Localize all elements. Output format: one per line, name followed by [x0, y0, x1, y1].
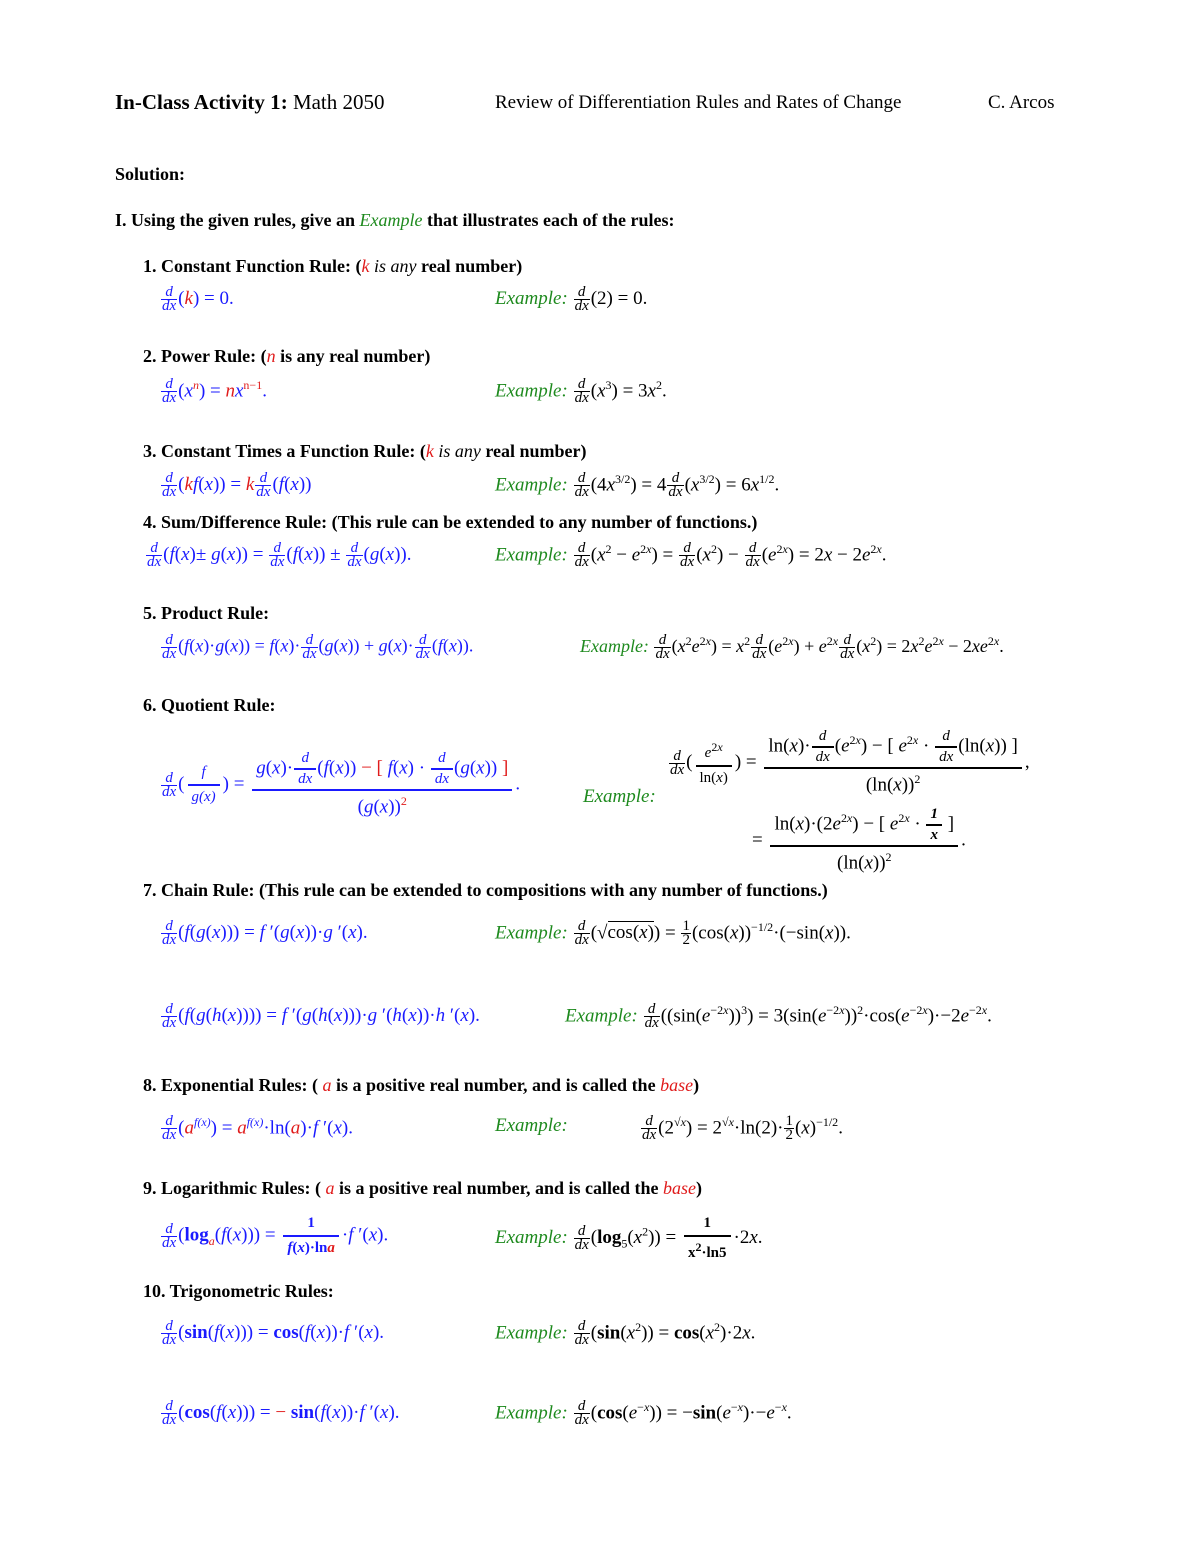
rule-2-heading: 2. Power Rule: (n is any real number)	[143, 346, 431, 366]
solution-label: Solution:	[115, 164, 186, 184]
rule-7-heading: 7. Chain Rule: (This rule can be extended to compositions with any number of functions.)	[143, 880, 828, 900]
rule-6-example-cont: = $\ln(x)\cdot(2e^{2x})$ − [ $e^{2x}$ · $\frac{1}{x}$ ] $(\ln(x))^2$ .	[752, 806, 966, 874]
rule-7-example: Example: $\frac{d}{dx}$ (√cos(x)) = $\frac{1}{2}$ $(\cos(x))^{-1/2}\cdot(-\sin(x))$.	[495, 918, 851, 949]
section-heading: I. Using the given rules, give an Example that illustrates each of the rules:	[115, 210, 675, 230]
rule-6-formula: $\frac{d}{dx}$ ( $\frac{f}{g(x)}$ ) = g(x)· $\frac{d}{dx}$ (f(x)) − [ f(x) · $\frac{d}{dx}$ (g(x)) ] $(g(x))^2$ .	[162, 750, 521, 818]
rule-8-heading: 8. Exponential Rules: ( a is a positive real number, and is called the base)	[143, 1075, 700, 1095]
rule-10-example: Example: $\frac{d}{dx}$ $(\sin(x^2)) = \cos(x^2)\cdot 2x$.	[495, 1318, 756, 1349]
rule-4-heading: 4. Sum/Difference Rule: (This rule can be extended to any number of functions.)	[143, 512, 758, 532]
header-author: C. Arcos	[988, 92, 1055, 113]
rule-9-example: Example: $\frac{d}{dx}$ $(\log_5(x^2))$ = $\frac{1}{x^2\cdot\ln 5}$ ·2x.	[495, 1215, 763, 1261]
rule-1-heading: 1. Constant Function Rule: (k is any real number)	[143, 256, 523, 276]
rule-10-heading: 10. Trigonometric Rules:	[143, 1281, 334, 1301]
rule-7-example-2: Example: $\frac{d}{dx}$ $((\sin(e^{-2x}))^3) = 3(\sin(e^{-2x}))^2\cdot\cos(e^{-2x})\cdot-2e^{-2x}$.	[565, 1001, 992, 1032]
rule-10-formula-2: $\frac{d}{dx}$ (cos(f(x))) = − sin(f(x))·f ′(x).	[162, 1398, 400, 1428]
rule-6-example: $\frac{d}{dx}$ ( $\frac{e^{2x}}{\ln(x)}$ ) = ln(x)· $\frac{d}{dx}$ $(e^{2x})$ − [ $e^{2x}$ · $\frac{d}{dx}$ (ln(x)) ] $(\ln(x))^2$ ,	[670, 728, 1030, 796]
rule-10-example-2: Example: $\frac{d}{dx}$ $(\cos(e^{-x})) = -\sin(e^{-x})\cdot-e^{-x}$.	[495, 1398, 792, 1429]
header-subject: Review of Differentiation Rules and Rates of Change	[495, 92, 902, 113]
rule-10-formula: $\frac{d}{dx}$ (sin(f(x))) = cos(f(x))·f ′(x).	[162, 1318, 385, 1348]
rule-6-example-label: Example:	[583, 786, 656, 807]
rule-8-formula: $\frac{d}{dx}$ $(a^{f(x)}) = a^{f(x)}\cdot\ln(a)\cdot f$ ′(x).	[162, 1113, 353, 1144]
rule-3-formula: $\frac{d}{dx}$ (kf(x)) = k $\frac{d}{dx}$ (f(x))	[162, 470, 312, 500]
rule-5-formula: $\frac{d}{dx}$ (f(x)·g(x)) = f(x)· $\frac{d}{dx}$ (g(x)) + g(x)· $\frac{d}{dx}$ (f(x)).	[162, 632, 474, 662]
rule-2-example: Example: $\frac{d}{dx}$ $(x^3) = 3x^2$.	[495, 376, 667, 407]
rule-6-heading: 6. Quotient Rule:	[143, 695, 276, 715]
rule-8-example-label: Example:	[495, 1115, 568, 1136]
rule-9-heading: 9. Logarithmic Rules: ( a is a positive real number, and is called the base)	[143, 1178, 703, 1198]
rule-5-example: Example: $\frac{d}{dx}$ $(x^2e^{2x}) = x^2$ $\frac{d}{dx}$ $(e^{2x}) + e^{2x}$ $\frac{d}{dx}$ $(x^2) = 2x^2e^{2x} - 2xe^{2x}$.	[580, 632, 1004, 663]
rule-7-formula-2: $\frac{d}{dx}$ (f(g(h(x)))) = f ′(g(h(x)))·g ′(h(x))·h ′(x).	[162, 1001, 480, 1031]
rule-4-formula: $\frac{d}{dx}$ (f(x)± g(x)) = $\frac{d}{dx}$ (f(x)) ± $\frac{d}{dx}$ (g(x)).	[147, 540, 412, 570]
rule-1-formula: $\frac{d}{dx}$ (k) = 0.	[162, 284, 234, 314]
rule-3-example: Example: $\frac{d}{dx}$ $(4x^{3/2}) = 4$ $\frac{d}{dx}$ $(x^{3/2}) = 6x^{1/2}$.	[495, 470, 780, 501]
rule-1-example: Example: $\frac{d}{dx}$ (2) = 0.	[495, 284, 648, 314]
rule-9-formula: $\frac{d}{dx}$ $(\log_a(f(x)))$ = $\frac{1}{f(x)\cdot\ln a}$ ·f ′(x).	[162, 1215, 389, 1256]
rule-4-example: Example: $\frac{d}{dx}$ $(x^2 - e^{2x})$ = $\frac{d}{dx}$ $(x^2)$ − $\frac{d}{dx}$ $(e^{2x}) = 2x - 2e^{2x}$.	[495, 540, 887, 571]
rule-2-formula: $\frac{d}{dx}$ $(x^n) = nx^{n-1}$.	[162, 376, 267, 407]
header-title: In-Class Activity 1: Math 2050	[115, 90, 385, 114]
rule-3-heading: 3. Constant Times a Function Rule: (k is any real number)	[143, 441, 587, 461]
rule-8-example: $\frac{d}{dx}$ $(2^{√x}) = 2^{√x}\cdot\ln(2)\cdot$ $\frac{1}{2}$ $(x)^{-1/2}$.	[642, 1113, 843, 1144]
rule-7-formula: $\frac{d}{dx}$ (f(g(x))) = f ′(g(x))·g ′(x).	[162, 918, 368, 948]
rule-5-heading: 5. Product Rule:	[143, 603, 270, 623]
